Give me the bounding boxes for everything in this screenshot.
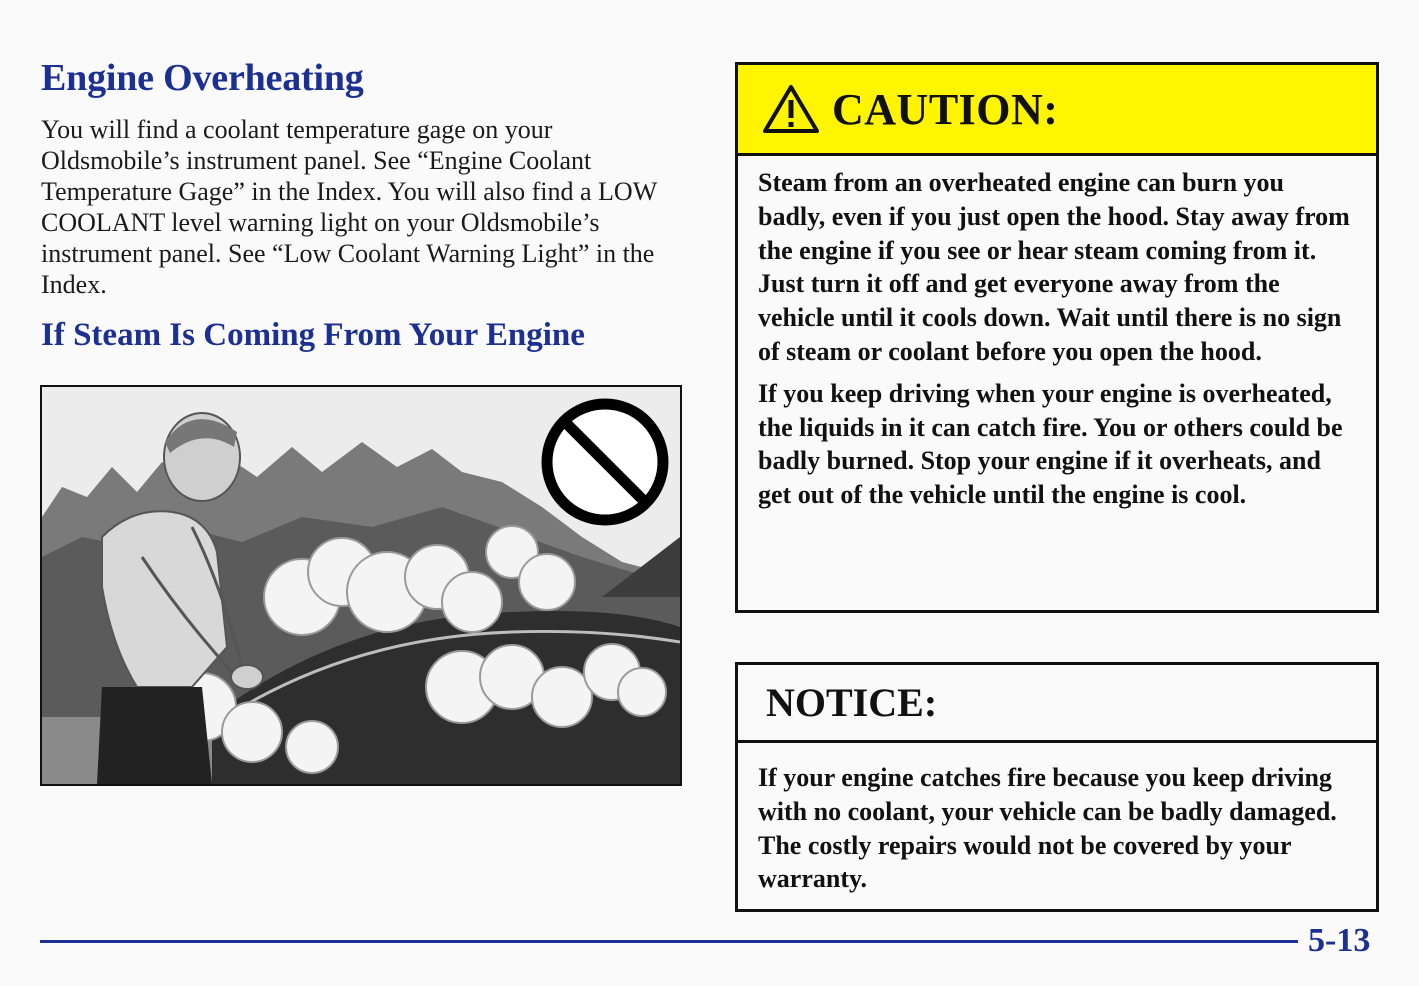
warning-triangle-icon [762,84,820,134]
notice-title: NOTICE: [766,680,938,725]
subsection-title: If Steam Is Coming From Your Engine [41,317,585,353]
notice-box [735,662,1379,912]
no-symbol-icon [547,404,663,520]
caution-paragraph: If you keep driving when your engine is overheated, the liquids in it can catch fire. You or others could be badly burned. Stop your engine if it overheats, and get out of the vehicle until the engine is cool. [758,378,1343,510]
caution-paragraph: Steam from an overheated engine can burn you badly, even if you just open the hood. Stay away from the engine if you see or hear steam coming from it. Just turn it off and get everyone away from the vehicle until it cools down. Wait until there is no sign of steam or coolant before you open the hood. [758,168,1350,366]
caution-header [738,65,1376,156]
page-title: Engine Overheating [41,57,364,99]
footer-rule [40,940,1298,943]
notice-header [738,665,1376,743]
caution-box [735,62,1379,613]
notice-body [738,743,1376,896]
caution-body [738,156,1376,512]
intro-paragraph: You will find a coolant temperature gage on your Oldsmobile’s instrument panel. See “Engine Coolant Temperature Gage” in the Index. You will also find a LOW COOLANT level warning light on your Oldsmobile’s instrument panel. See “Low Coolant Warning Light” in the Index. [41,115,657,299]
notice-text: If your engine catches fire because you keep driving with no coolant, your vehicle can be badly damaged. The costly repairs would not be covered by your warranty. [758,763,1337,894]
page-number: 5-13 [1308,922,1371,959]
caution-title: CAUTION: [832,84,1059,134]
steam-illustration [40,385,682,786]
